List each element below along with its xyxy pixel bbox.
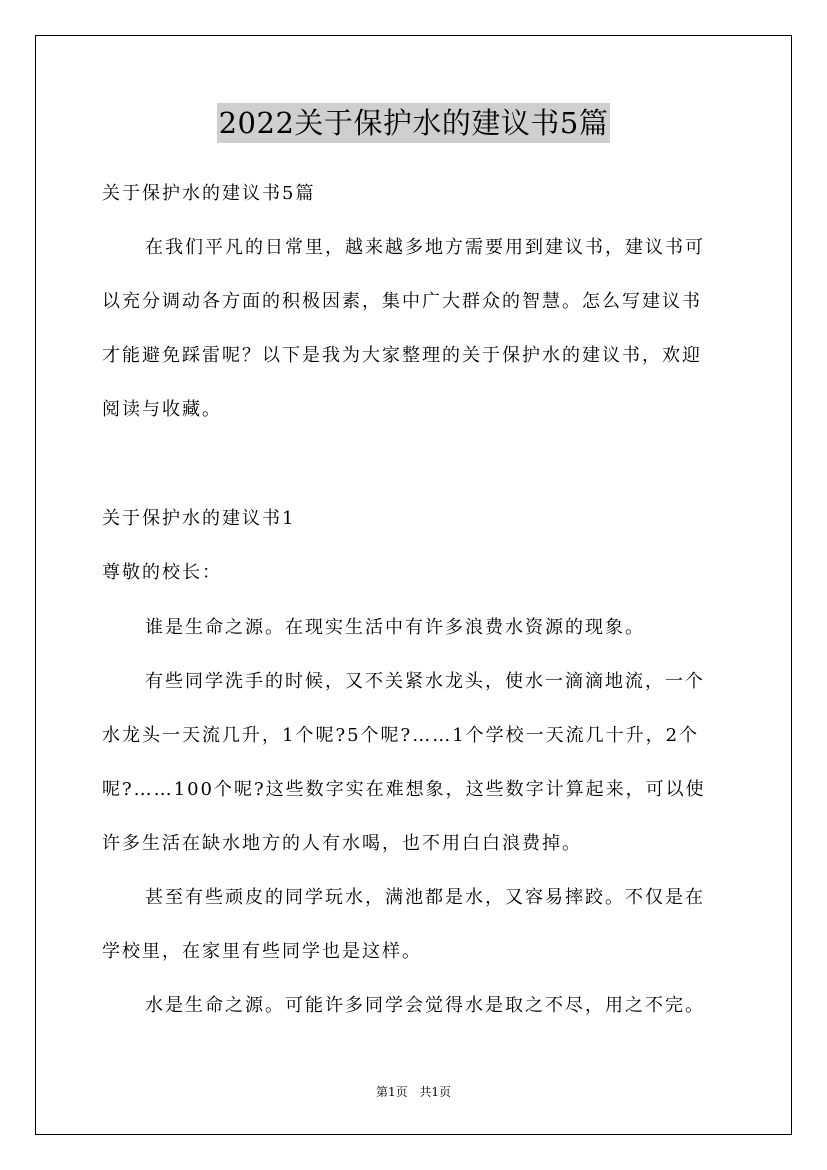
page-footer (0, 1084, 827, 1100)
salutation: 尊敬的校长： (102, 562, 222, 583)
subtitle-line: 关于保护水的建议书5篇 (102, 183, 316, 204)
section-heading: 关于保护水的建议书1 (102, 508, 296, 529)
body-line: 甚至有些顽皮的同学玩水，满池都是水，又容易摔跤。不仅是在 (145, 887, 705, 908)
body-line: 呢?……100个呢?这些数字实在难想象，这些数字计算起来，可以使 (102, 779, 706, 800)
body-line: 以充分调动各方面的积极因素，集中广大群众的智慧。怎么写建议书 (102, 291, 702, 312)
body-line: 有些同学洗手的时候，又不关紧水龙头，使水一滴滴地流，一个 (145, 671, 705, 692)
body-line: 才能避免踩雷呢？以下是我为大家整理的关于保护水的建议书，欢迎 (102, 345, 702, 366)
body-line: 谁是生命之源。在现实生活中有许多浪费水资源的现象。 (145, 617, 645, 638)
page-total: 共1页 (419, 1085, 452, 1099)
title-container (0, 103, 827, 143)
body-line: 在我们平凡的日常里，越来越多地方需要用到建议书，建议书可 (145, 237, 705, 258)
body-line: 学校里，在家里有些同学也是这样。 (102, 941, 422, 962)
body-line: 阅读与收藏。 (102, 399, 222, 420)
body-line: 许多生活在缺水地方的人有水喝，也不用白白浪费掉。 (102, 833, 582, 854)
document-title: 2022关于保护水的建议书5篇 (217, 103, 611, 143)
body-line: 水是生命之源。可能许多同学会觉得水是取之不尽，用之不完。 (145, 995, 705, 1016)
page-number: 第1页 (375, 1085, 408, 1099)
body-line: 水龙头一天流几升，1个呢?5个呢?……1个学校一天流几十升，2个 (102, 725, 700, 746)
